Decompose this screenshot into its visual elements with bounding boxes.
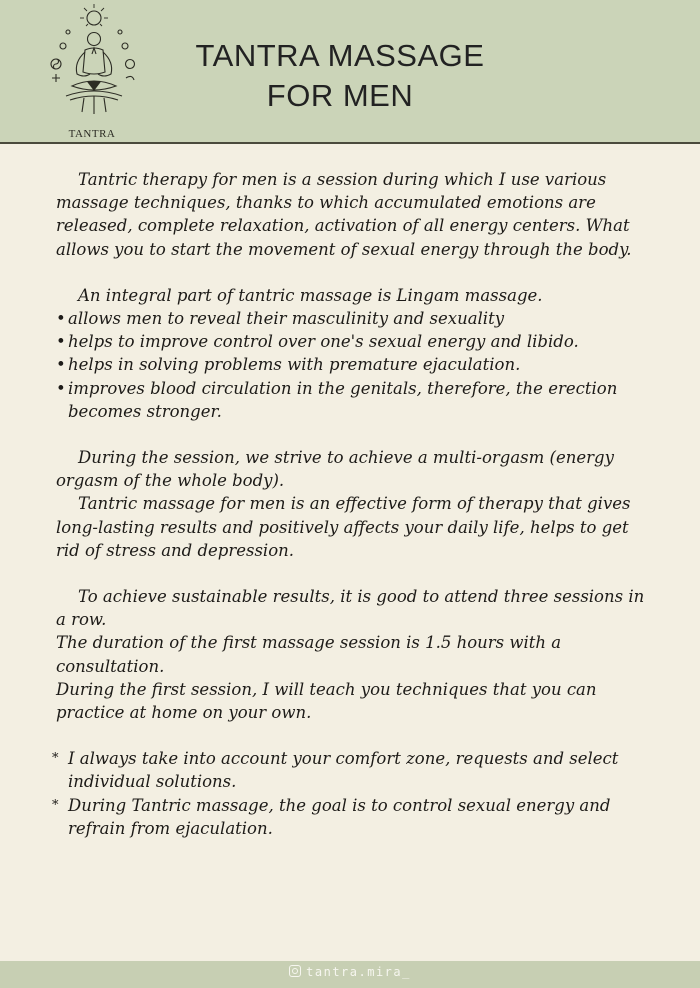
header xyxy=(0,0,700,144)
page-title xyxy=(170,36,510,116)
asterisk-icon: * xyxy=(52,797,59,813)
lingam-intro: An integral part of tantric massage is Lingam massage. xyxy=(78,285,543,305)
content xyxy=(52,168,656,840)
asterisk-icon: * xyxy=(52,751,59,767)
first-session-paragraph: During the first session, I will teach you techniques that you can practice at home on your own. xyxy=(56,679,597,723)
title-line-2: FOR MEN xyxy=(266,78,414,113)
note-text: I always take into account your comfort zone, requests and select individual solutions. xyxy=(68,749,619,792)
list-item xyxy=(52,794,656,840)
logo-label: TANTRA xyxy=(68,128,116,140)
title-line-1: TANTRA MASSAGE xyxy=(195,38,485,73)
notes-list xyxy=(52,747,656,840)
instagram-handle[interactable]: tantra.mira_ xyxy=(306,965,411,979)
list-item xyxy=(52,747,656,793)
list-item: • helps in solving problems with premature ejaculation. xyxy=(56,353,656,376)
logo xyxy=(44,2,144,142)
duration-paragraph: The duration of the first massage session is 1.5 hours with a consultation. xyxy=(56,633,562,676)
instagram-icon xyxy=(289,965,301,977)
multi-orgasm-paragraph: During the session, we strive to achieve a multi-orgasm (energy orgasm of the whole body). xyxy=(56,448,614,491)
meditating-figure-icon xyxy=(44,2,144,128)
list-item: • helps to improve control over one's sexual energy and libido. xyxy=(56,330,656,353)
intro-paragraph: Tantric therapy for men is a session during which I use various massage techniques, thanks to which accumulated emotions are released, complete relaxation, activation of all energy centers. What allows you to start the movement of sexual energy through the body. xyxy=(56,170,632,259)
effective-paragraph: Tantric massage for men is an effective form of therapy that gives long-lasting results and positively affects your daily life, helps to get rid of stress and depression. xyxy=(56,494,631,560)
benefits-list xyxy=(56,307,656,423)
sessions-paragraph: To achieve sustainable results, it is good to attend three sessions in a row. xyxy=(56,587,645,630)
list-item: • improves blood circulation in the genitals, therefore, the erection becomes stronger. xyxy=(56,377,656,423)
note-text: During Tantric massage, the goal is to control sexual energy and refrain from ejaculation. xyxy=(68,795,611,838)
footer xyxy=(0,961,700,988)
list-item: • allows men to reveal their masculinity and sexuality xyxy=(56,307,656,330)
